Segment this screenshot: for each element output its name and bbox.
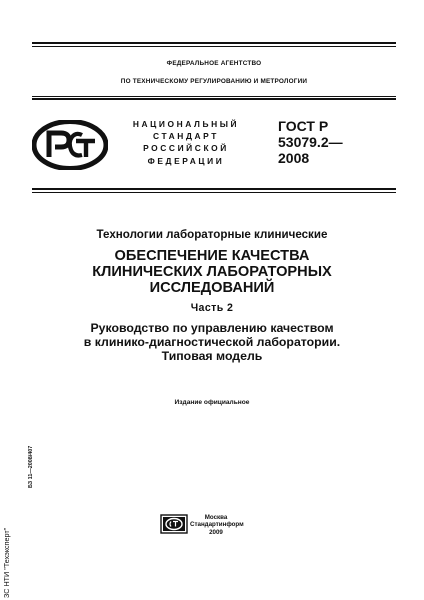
publisher-name: Стандартинформ — [190, 521, 244, 529]
agency-rule-thick — [32, 98, 396, 100]
national-standard-label — [124, 118, 248, 167]
guide-line-2: в клинико-диагностической лаборатории. — [83, 335, 341, 349]
national-standard-line-4: ФЕДЕРАЦИИ — [147, 155, 225, 166]
document-subtitle: Технологии лабораторные клинические — [96, 228, 328, 241]
rst-certification-mark-icon — [32, 120, 108, 170]
publisher-info — [190, 514, 242, 536]
top-rule-thick — [32, 42, 396, 44]
national-standard-line-2: СТАНДАРТ — [153, 131, 219, 142]
standartinform-logo-icon — [160, 514, 188, 534]
document-part: Часть 2 — [190, 302, 234, 314]
guide-line-3: Типовая модель — [161, 349, 263, 363]
title-line-2: КЛИНИЧЕСКИХ ЛАБОРАТОРНЫХ — [92, 264, 332, 280]
standard-designation — [278, 118, 343, 166]
guide-line-1: Руководство по управлению качеством — [90, 321, 334, 335]
document-title — [28, 248, 396, 296]
designation-line-2: 53079.2— — [278, 134, 343, 150]
side-code: БЗ 11—2008/407 — [28, 445, 34, 488]
designation-line-1: ГОСТ Р — [278, 118, 329, 134]
publisher-city: Москва — [204, 514, 228, 521]
title-line-3: ИССЛЕДОВАНИЙ — [149, 280, 275, 296]
agency-line-2: ПО ТЕХНИЧЕСКОМУ РЕГУЛИРОВАНИЮ И МЕТРОЛОГИИ — [120, 78, 308, 85]
title-line-1: ОБЕСПЕЧЕНИЕ КАЧЕСТВА — [114, 248, 310, 264]
top-rule-thin — [32, 46, 396, 47]
national-standard-line-3: РОССИЙСКОЙ — [143, 143, 229, 154]
header-rule-thick — [32, 188, 396, 190]
edition-note: Издание официальное — [174, 399, 250, 406]
designation-line-3: 2008 — [278, 150, 310, 166]
header-rule-thin — [32, 192, 396, 193]
publisher-year: 2009 — [209, 528, 223, 536]
agency-rule-thin — [32, 96, 396, 97]
side-watermark: ЗС НТИ "Техэксперт" — [2, 527, 11, 598]
national-standard-line-1: НАЦИОНАЛЬНЫЙ — [132, 119, 240, 129]
agency-line-1: ФЕДЕРАЛЬНОЕ АГЕНТСТВО — [166, 60, 262, 67]
document-guide-title — [28, 321, 396, 363]
